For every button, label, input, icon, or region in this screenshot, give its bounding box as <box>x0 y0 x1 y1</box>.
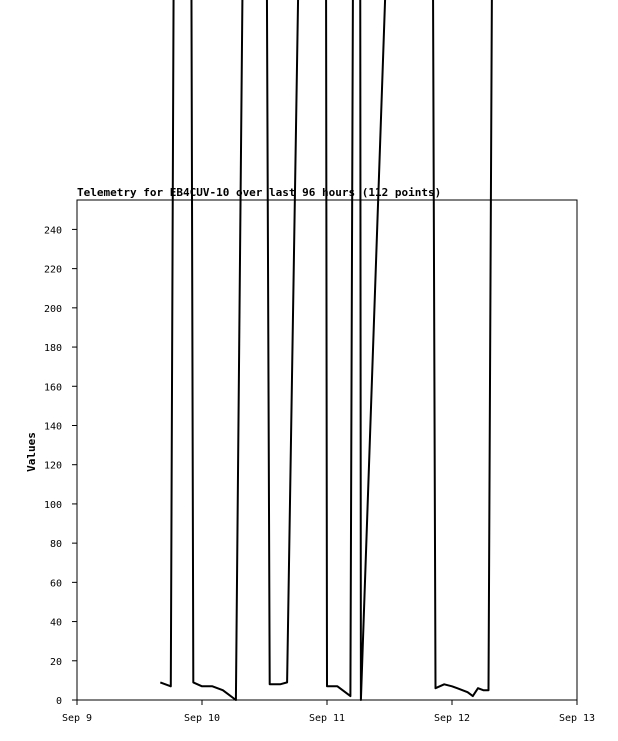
y-tick-label: 0 <box>55 696 62 707</box>
chart-title: Telemetry for EB4CUV-10 over last 96 hours (112 points) <box>77 186 442 199</box>
y-tick-label: 160 <box>43 382 62 394</box>
y-tick-label: 120 <box>43 460 62 472</box>
y-axis <box>44 225 77 707</box>
y-axis-title: Values <box>25 432 38 472</box>
x-tick-label: Sep 10 <box>183 713 221 724</box>
y-tick-label: 200 <box>43 303 62 315</box>
y-tick-label: 220 <box>43 264 62 276</box>
x-tick-label: Sep 12 <box>433 713 471 724</box>
y-tick-label: 100 <box>43 499 62 511</box>
x-tick-label: Sep 11 <box>308 713 346 724</box>
x-tick-label: Sep 13 <box>558 713 596 724</box>
y-tick-label: 240 <box>43 225 62 237</box>
y-tick-label: 140 <box>43 421 62 433</box>
series-line <box>160 0 498 700</box>
y-tick-label: 180 <box>43 343 62 355</box>
x-tick-label: Sep 9 <box>61 713 93 724</box>
y-tick-label: 60 <box>49 578 62 590</box>
series-layer <box>160 0 498 700</box>
y-tick-label: 40 <box>49 617 62 629</box>
y-tick-label: 20 <box>49 656 62 668</box>
x-axis <box>62 700 595 724</box>
y-tick-label: 80 <box>49 539 62 551</box>
